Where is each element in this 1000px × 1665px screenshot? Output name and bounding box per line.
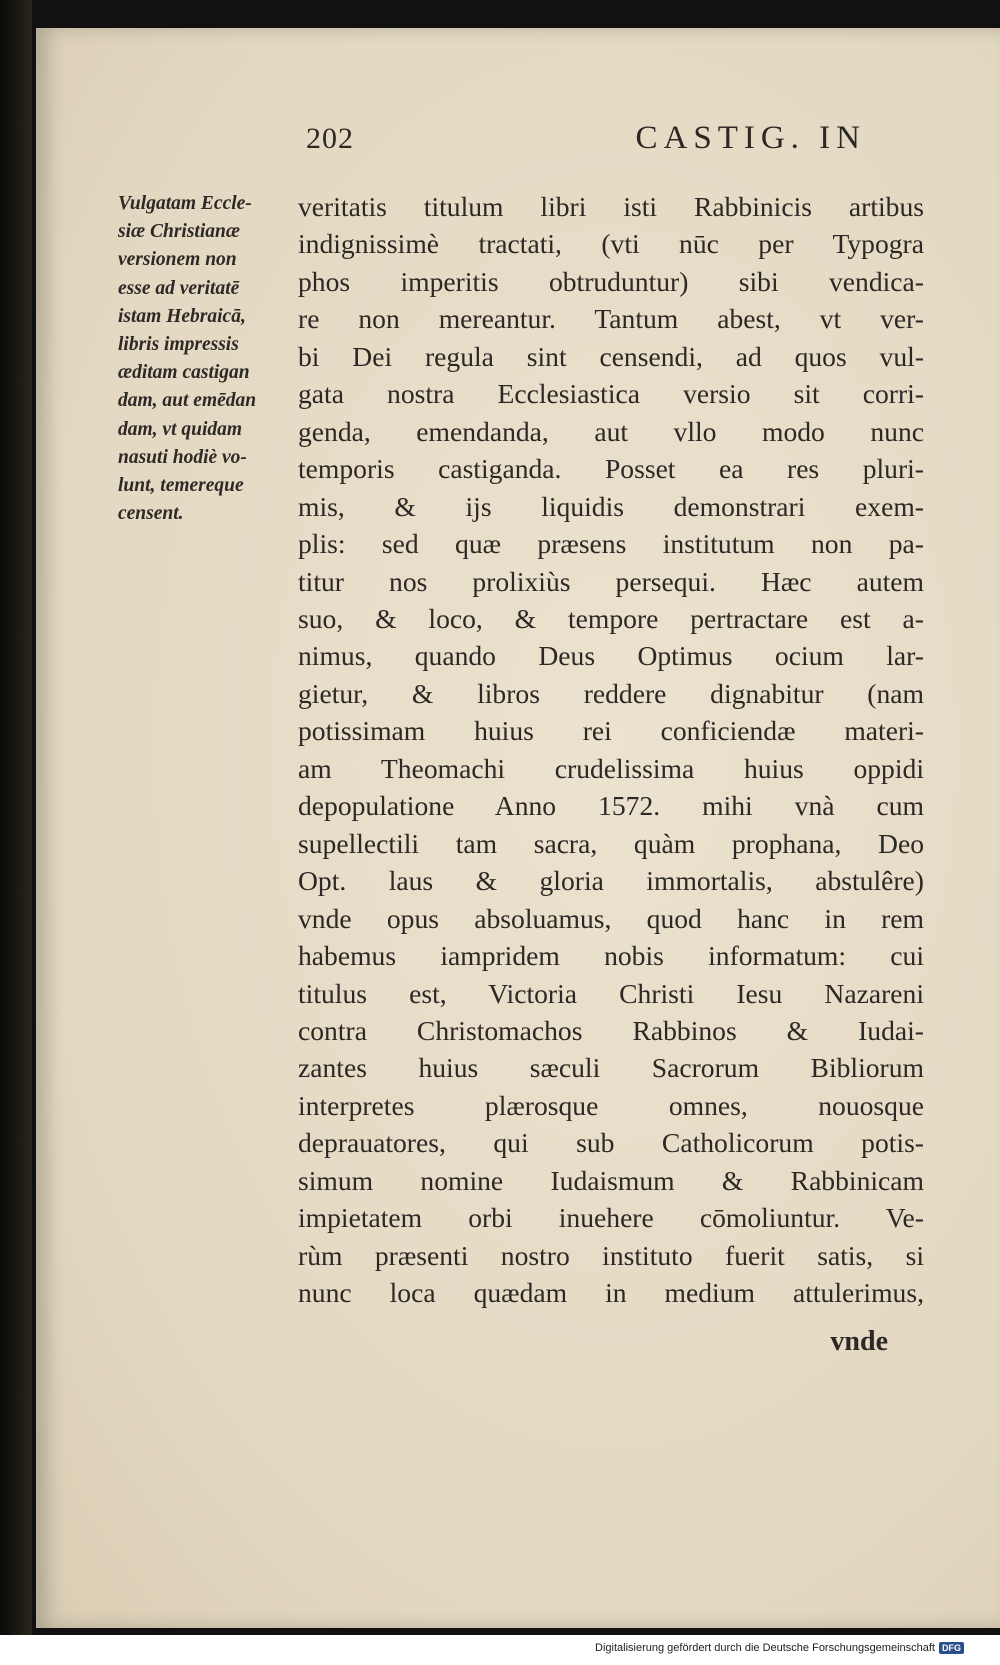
body-line: veritatis titulum libri isti Rabbinicis artibus	[298, 191, 924, 222]
margin-note-line: dam, vt quidam	[118, 418, 243, 440]
body-line: bi Dei regula sint censendi, ad quos vul-	[298, 340, 924, 372]
body-line: vnde opus absoluamus, quod hanc in rem	[298, 902, 924, 934]
body-line: phos imperitis obtruduntur) sibi vendica-	[298, 265, 924, 297]
dfg-logo-icon: DFG	[939, 1642, 964, 1654]
margin-note-line: versionem non	[118, 249, 237, 271]
margin-note-line: nasuti hodiè vo-	[118, 446, 247, 468]
body-line: re non mereantur. Tantum abest, vt ver-	[298, 303, 924, 335]
body-line: contra Christomachos Rabbinos & Iudai-	[298, 1014, 924, 1046]
body-line: gietur, & libros reddere dignabitur (nam	[298, 677, 924, 709]
body-text	[298, 188, 924, 1312]
page-number: 202	[306, 122, 354, 155]
body-line: supellectili tam sacra, quàm prophana, Deo	[298, 827, 924, 859]
running-title: CASTIG. IN	[635, 120, 866, 156]
digitization-footer	[0, 1635, 1000, 1665]
margin-note-line: istam Hebraicā,	[118, 305, 246, 327]
body-line: indignissimè tractati, (vti nūc per Typogra	[298, 228, 924, 260]
body-line: nunc loca quædam in medium attulerimus,	[298, 1277, 924, 1309]
margin-note-line: censent.	[118, 503, 184, 525]
body-line: Opt. laus & gloria immortalis, abstulêre)	[298, 865, 924, 897]
body-line: nimus, quando Deus Optimus ocium lar-	[298, 640, 924, 672]
body-line: zantes huius sæculi Sacrorum Bibliorum	[298, 1052, 924, 1084]
margin-note-line: siæ Christianæ	[118, 221, 240, 243]
body-line: potissimam huius rei conficiendæ materi-	[298, 715, 924, 747]
margin-note-line: lunt, temereque	[118, 475, 244, 497]
margin-note-line: æditam castigan	[118, 362, 250, 384]
body-line: impietatem orbi inuehere cōmoliuntur. Ve-	[298, 1202, 924, 1234]
book-page	[36, 28, 1000, 1628]
footer-credit-text: Digitalisierung gefördert durch die Deutsche Forschungsgemeinschaft	[595, 1642, 935, 1654]
body-line: deprauatores, qui sub Catholicorum potis-	[298, 1127, 924, 1159]
body-line: mis, & ijs liquidis demonstrari exem-	[298, 490, 924, 522]
book-binding-edge	[0, 0, 32, 1640]
footer-credit	[595, 1642, 964, 1654]
margin-note-line: dam, aut emēdan	[118, 390, 257, 412]
body-line: genda, emendanda, aut vllo modo nunc	[298, 415, 924, 447]
body-line: temporis castiganda. Posset ea res pluri-	[298, 453, 924, 485]
body-line: gata nostra Ecclesiastica versio sit corri-	[298, 378, 924, 410]
body-line: rùm præsenti nostro instituto fuerit satis, si	[298, 1239, 924, 1271]
body-line: titur nos prolixiùs persequi. Hæc autem	[298, 565, 924, 597]
body-line: am Theomachi crudelissima huius oppidi	[298, 752, 924, 784]
body-line: suo, & loco, & tempore pertractare est a-	[298, 602, 924, 634]
margin-note-line: libris impressis	[118, 334, 239, 356]
body-line: titulus est, Victoria Christi Iesu Nazareni	[298, 977, 924, 1009]
body-line: habemus iampridem nobis informatum: cui	[298, 940, 924, 972]
body-line: plis: sed quæ præsens institutum non pa-	[298, 528, 924, 560]
body-line: interpretes plærosque omnes, nouosque	[298, 1089, 924, 1121]
body-line: depopulatione Anno 1572. mihi vnà cum	[298, 790, 924, 822]
body-line: simum nomine Iudaismum & Rabbinicam	[298, 1164, 924, 1196]
page-header	[306, 120, 866, 157]
margin-note-line: Vulgatam Eccle-	[118, 193, 252, 214]
margin-note-line: esse ad veritatē	[118, 277, 240, 299]
catchword: vnde	[830, 1326, 888, 1357]
